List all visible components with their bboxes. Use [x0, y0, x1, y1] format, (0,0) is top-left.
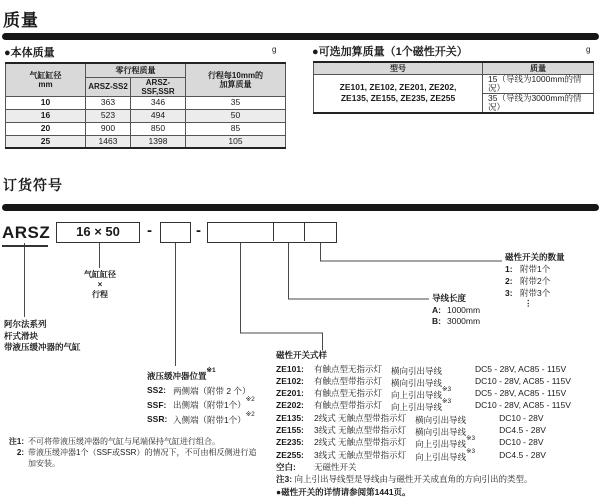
series-note-line2: 杆式滑块	[4, 330, 39, 341]
header-per10	[186, 63, 286, 96]
table-row	[6, 135, 286, 148]
header-per10-line2: 加算质量	[219, 79, 252, 89]
switch-spec-row	[276, 413, 601, 425]
series-annotation	[4, 319, 81, 354]
switch-voltage: DC10 - 28V, AC85 - 115V	[475, 375, 571, 386]
lead-length-value: 3000mm	[447, 316, 481, 326]
section-title-order: 订货符号	[3, 177, 63, 193]
switch-qty-item	[505, 275, 565, 287]
footnote-text: 不可将带液压缓冲器的气缸与尾端保持气缸进行组合。	[28, 437, 220, 446]
code-dash-2: -	[196, 222, 201, 239]
header-ssf: ARSZ-SSF,SSR	[131, 77, 186, 96]
ref-mark-1: ※1	[206, 367, 216, 374]
blank-code: 空白:	[276, 462, 296, 473]
buffer-item-text: 入侧端（附带1个）	[173, 414, 246, 425]
switch-spec-row	[276, 400, 601, 412]
divider-bar-order	[2, 204, 599, 211]
switch-spec-row	[276, 376, 601, 388]
switch-code: ZE102:	[276, 375, 304, 386]
switch-spec-title: 磁性开关式样	[276, 350, 328, 360]
switch-voltage: DC5 - 28V, AC85 - 115V	[475, 363, 567, 374]
buffer-item-code: SSR:	[147, 414, 168, 425]
lead-length-code: B:	[432, 316, 441, 326]
series-note-line1: 阿尔法系列	[4, 319, 47, 329]
switch-lead-text: 横向引出导线	[415, 414, 467, 425]
size-note-line3: 行程	[92, 290, 108, 299]
switch-qty-title: 磁性开关的数量	[505, 252, 565, 262]
ref-mark: ※2	[245, 396, 255, 404]
switch-lead	[391, 364, 475, 376]
buffer-title-text: 液压缓冲器位置	[147, 370, 207, 381]
header-bore	[6, 63, 86, 96]
footnote-1	[4, 436, 260, 447]
connector-line	[289, 243, 430, 299]
switch-voltage: DC10 - 28V	[499, 437, 544, 448]
add-cell: 35	[186, 96, 286, 109]
switch-lead	[415, 437, 499, 449]
switch-lead	[391, 400, 475, 412]
switch-code: ZE135:	[276, 412, 304, 423]
header-mass: 质量	[483, 62, 594, 74]
switch-type: 有触点型带指示灯	[314, 400, 383, 411]
switch-code: ZE155:	[276, 425, 304, 436]
switch-type: 2线式 无触点型带指示灯	[314, 412, 407, 423]
switch-type: 3线式 无触点型带指示灯	[314, 449, 407, 460]
table-row	[6, 96, 286, 109]
ref-mark: ※2	[245, 410, 255, 418]
switch-qty-text: 附带2个	[520, 276, 551, 286]
box-divider	[304, 223, 306, 241]
switch-spec-row	[276, 425, 601, 437]
switch-lead	[415, 413, 499, 425]
footnotes	[4, 436, 260, 469]
header-per10-line1: 行程每10mm的	[207, 70, 264, 80]
model-line2: ZE135, ZE155, ZE235, ZE255	[340, 93, 456, 103]
buffer-annotation	[147, 368, 255, 426]
bore-cell: 10	[6, 96, 86, 109]
ref-mark: ※3	[442, 398, 452, 406]
switch-mass-title: ●可选加算质量（1个磁性开关）	[312, 46, 468, 58]
ssf-cell: 494	[131, 109, 186, 122]
switch-code: ZE201:	[276, 388, 304, 399]
switch-voltage: DC4.5 - 28V	[499, 449, 546, 460]
switch-voltage: DC10 - 28V	[499, 412, 544, 423]
footnote-text: 带液压缓冲器1个（SSF或SSR）的情况下，不可由相反侧进行追加安装。	[28, 448, 257, 468]
add-cell: 105	[186, 135, 286, 148]
header-model: 型号	[314, 62, 483, 74]
body-mass-table	[5, 62, 286, 149]
multiply-sign: ×	[97, 280, 103, 289]
switch-qty-annotation	[505, 251, 565, 308]
lead-length-value: 1000mm	[447, 304, 481, 315]
footnote-2	[4, 447, 260, 469]
buffer-item-text: 出侧端（附带1个）	[173, 399, 246, 410]
add-cell: 85	[186, 122, 286, 135]
switch-lead	[391, 388, 475, 400]
switch-voltage: DC4.5 - 28V	[499, 425, 546, 436]
bore-cell: 25	[6, 135, 86, 148]
body-mass-title: ●本体质量	[4, 47, 55, 59]
ss2-cell: 1463	[86, 135, 131, 148]
switch-type: 有触点型带指示灯	[314, 375, 383, 386]
model-line1: ZE101, ZE102, ZE201, ZE202,	[339, 82, 457, 92]
switch-option-box	[207, 222, 337, 243]
buffer-item-code: SSF:	[147, 399, 167, 410]
switch-lead-text: 横向引出导线	[415, 426, 467, 437]
footnote-label: 注1:	[8, 437, 24, 446]
header-bore-label: 气缸缸径	[29, 70, 62, 80]
connector-line	[241, 243, 323, 350]
note3-label: 注3:	[276, 473, 293, 484]
ss2-cell: 900	[86, 122, 131, 135]
section-title-mass: 质量	[3, 11, 39, 30]
switch-code: ZE255:	[276, 449, 304, 460]
mass-cell: 15（导线为1000mm的情况）	[483, 74, 594, 93]
switch-voltage: DC10 - 28V, AC85 - 115V	[475, 400, 571, 411]
ref-mark: ※3	[466, 435, 476, 443]
switch-spec-row	[276, 437, 601, 449]
switch-type: 3线式 无触点型带指示灯	[314, 425, 407, 436]
model-cell	[314, 74, 483, 113]
switch-mass-table	[313, 61, 594, 114]
bore-cell: 16	[6, 109, 86, 122]
table-row	[314, 74, 594, 93]
switch-qty-item	[505, 287, 565, 299]
connector-line	[321, 243, 503, 261]
switch-spec-row	[276, 364, 601, 376]
ss2-cell: 523	[86, 109, 131, 122]
lead-length-annotation	[432, 293, 480, 328]
size-box: 16 × 50	[56, 222, 140, 243]
switch-lead-text: 向上引出导线	[415, 451, 467, 462]
switch-lead-text: 向上引出导线	[391, 389, 443, 400]
header-bore-unit: mm	[38, 79, 53, 89]
series-code: ARSZ	[2, 223, 48, 247]
add-cell: 50	[186, 109, 286, 122]
ssf-cell: 346	[131, 96, 186, 109]
table-row	[6, 109, 286, 122]
switch-qty-item	[505, 263, 565, 275]
code-dash-1: -	[147, 222, 152, 239]
ref-mark: ※3	[466, 447, 476, 455]
switch-qty-text: 附带1个	[520, 264, 551, 274]
buffer-item	[147, 383, 255, 398]
body-mass-unit: g	[272, 45, 277, 54]
switch-type: 有触点型无指示灯	[314, 363, 383, 374]
switch-lead-text: 横向引出导线	[391, 365, 443, 376]
switch-lead	[391, 376, 475, 388]
switch-qty-text: 附带3个	[520, 288, 551, 298]
buffer-item-code: SS2:	[147, 385, 166, 396]
switch-code: ZE101:	[276, 363, 304, 374]
switch-lead-text: 向上引出导线	[391, 402, 443, 413]
note3-text: 向上引出导线型是导线由与磁性开关成直角的方向引出的类型。	[294, 473, 533, 484]
table-row	[6, 122, 286, 135]
switch-qty-code: 3:	[505, 288, 513, 298]
note3-row	[276, 474, 601, 485]
switch-mass-unit: g	[586, 45, 591, 54]
blank-text: 无磁性开关	[314, 462, 357, 473]
buffer-title	[147, 368, 255, 383]
buffer-item	[147, 412, 255, 427]
switch-lead-text: 向上引出导线	[415, 439, 467, 450]
ssf-cell: 850	[131, 122, 186, 135]
switch-lead	[415, 425, 499, 437]
switch-qty-code: 2:	[505, 276, 513, 286]
switch-detail-reference: ●磁性开关的详情请参阅第1441页。	[276, 487, 411, 498]
ss2-cell: 363	[86, 96, 131, 109]
divider-bar-top	[2, 33, 599, 40]
size-note-line1: 气缸缸径	[84, 270, 116, 279]
switch-code: ZE235:	[276, 437, 304, 448]
bore-cell: 20	[6, 122, 86, 135]
size-annotation	[72, 270, 128, 300]
lead-length-title: 导线长度	[432, 293, 467, 303]
switch-lead-text: 横向引出导线	[391, 377, 443, 388]
lead-length-code: A:	[432, 304, 441, 315]
switch-voltage: DC5 - 28V, AC85 - 115V	[475, 388, 567, 399]
switch-spec-row	[276, 388, 601, 400]
lead-length-item	[432, 316, 480, 328]
buffer-item-text: 两侧端（附带 2 个）	[173, 385, 251, 396]
switch-spec-row	[276, 447, 601, 462]
ssf-cell: 1398	[131, 135, 186, 148]
blank-option-row	[276, 462, 601, 473]
switch-code: ZE202:	[276, 400, 304, 411]
header-zero-stroke: 零行程质量	[86, 63, 186, 77]
switch-lead	[415, 447, 499, 462]
switch-spec-annotation	[276, 350, 601, 498]
box-divider	[273, 223, 275, 241]
series-note-line3: 带液压缓冲器的气缸	[4, 342, 81, 352]
lead-length-item	[432, 305, 480, 317]
mass-cell: 35（导线为3000mm的情况）	[483, 93, 594, 113]
ref-mark: ※3	[442, 386, 452, 394]
ellipsis-vertical: ⋮	[524, 298, 533, 308]
footnote-label: 2:	[16, 448, 24, 457]
switch-type: 2线式 无触点型带指示灯	[314, 437, 407, 448]
switch-qty-code: 1:	[505, 264, 513, 274]
switch-type: 有触点型无指示灯	[314, 388, 383, 399]
buffer-option-box	[160, 222, 191, 243]
buffer-item	[147, 397, 255, 412]
header-ss2: ARSZ-SS2	[86, 77, 131, 96]
